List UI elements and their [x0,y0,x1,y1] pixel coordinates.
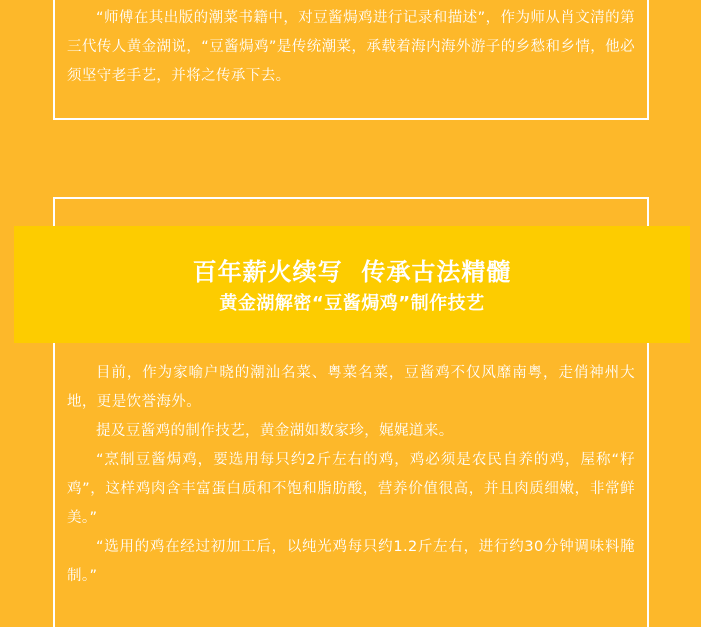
section-banner [14,226,690,343]
body-paragraph: 目前，作为家喻户晓的潮汕名菜、粤菜名菜，豆酱鸡不仅风靡南粤，走俏神州大地，更是饮誉海外。 [67,365,635,410]
banner-title: 百年薪火续写 传承古法精髓 [192,258,512,286]
body-paragraph: “烹制豆酱焗鸡，要选用每只约2斤左右的鸡，鸡必须是农民自养的鸡，屋称“籽鸡”，这样鸡肉含丰富蛋白质和不饱和脂肪酸，营养价值很高，并且肉质细嫩，非常鲜美。” [67,452,635,526]
body-paragraph: “选用的鸡在经过初加工后，以纯光鸡每只约1.2斤左右，进行约30分钟调味料腌制。” [67,539,635,584]
top-paragraph: “师傅在其出版的潮菜书籍中，对豆酱焗鸡进行记录和描述”，作为师从肖文清的第三代传人黄金湖说，“豆酱焗鸡”是传统潮菜，承载着海内海外游子的乡愁和乡情，他必须坚守老手艺，并将之传承下去。 [67,10,635,84]
body-paragraph: 提及豆酱鸡的制作技艺，黄金湖如数家珍，娓娓道来。 [96,423,454,439]
banner-subtitle: 黄金湖解密“豆酱焗鸡”制作技艺 [219,293,485,314]
article-body [67,359,635,591]
